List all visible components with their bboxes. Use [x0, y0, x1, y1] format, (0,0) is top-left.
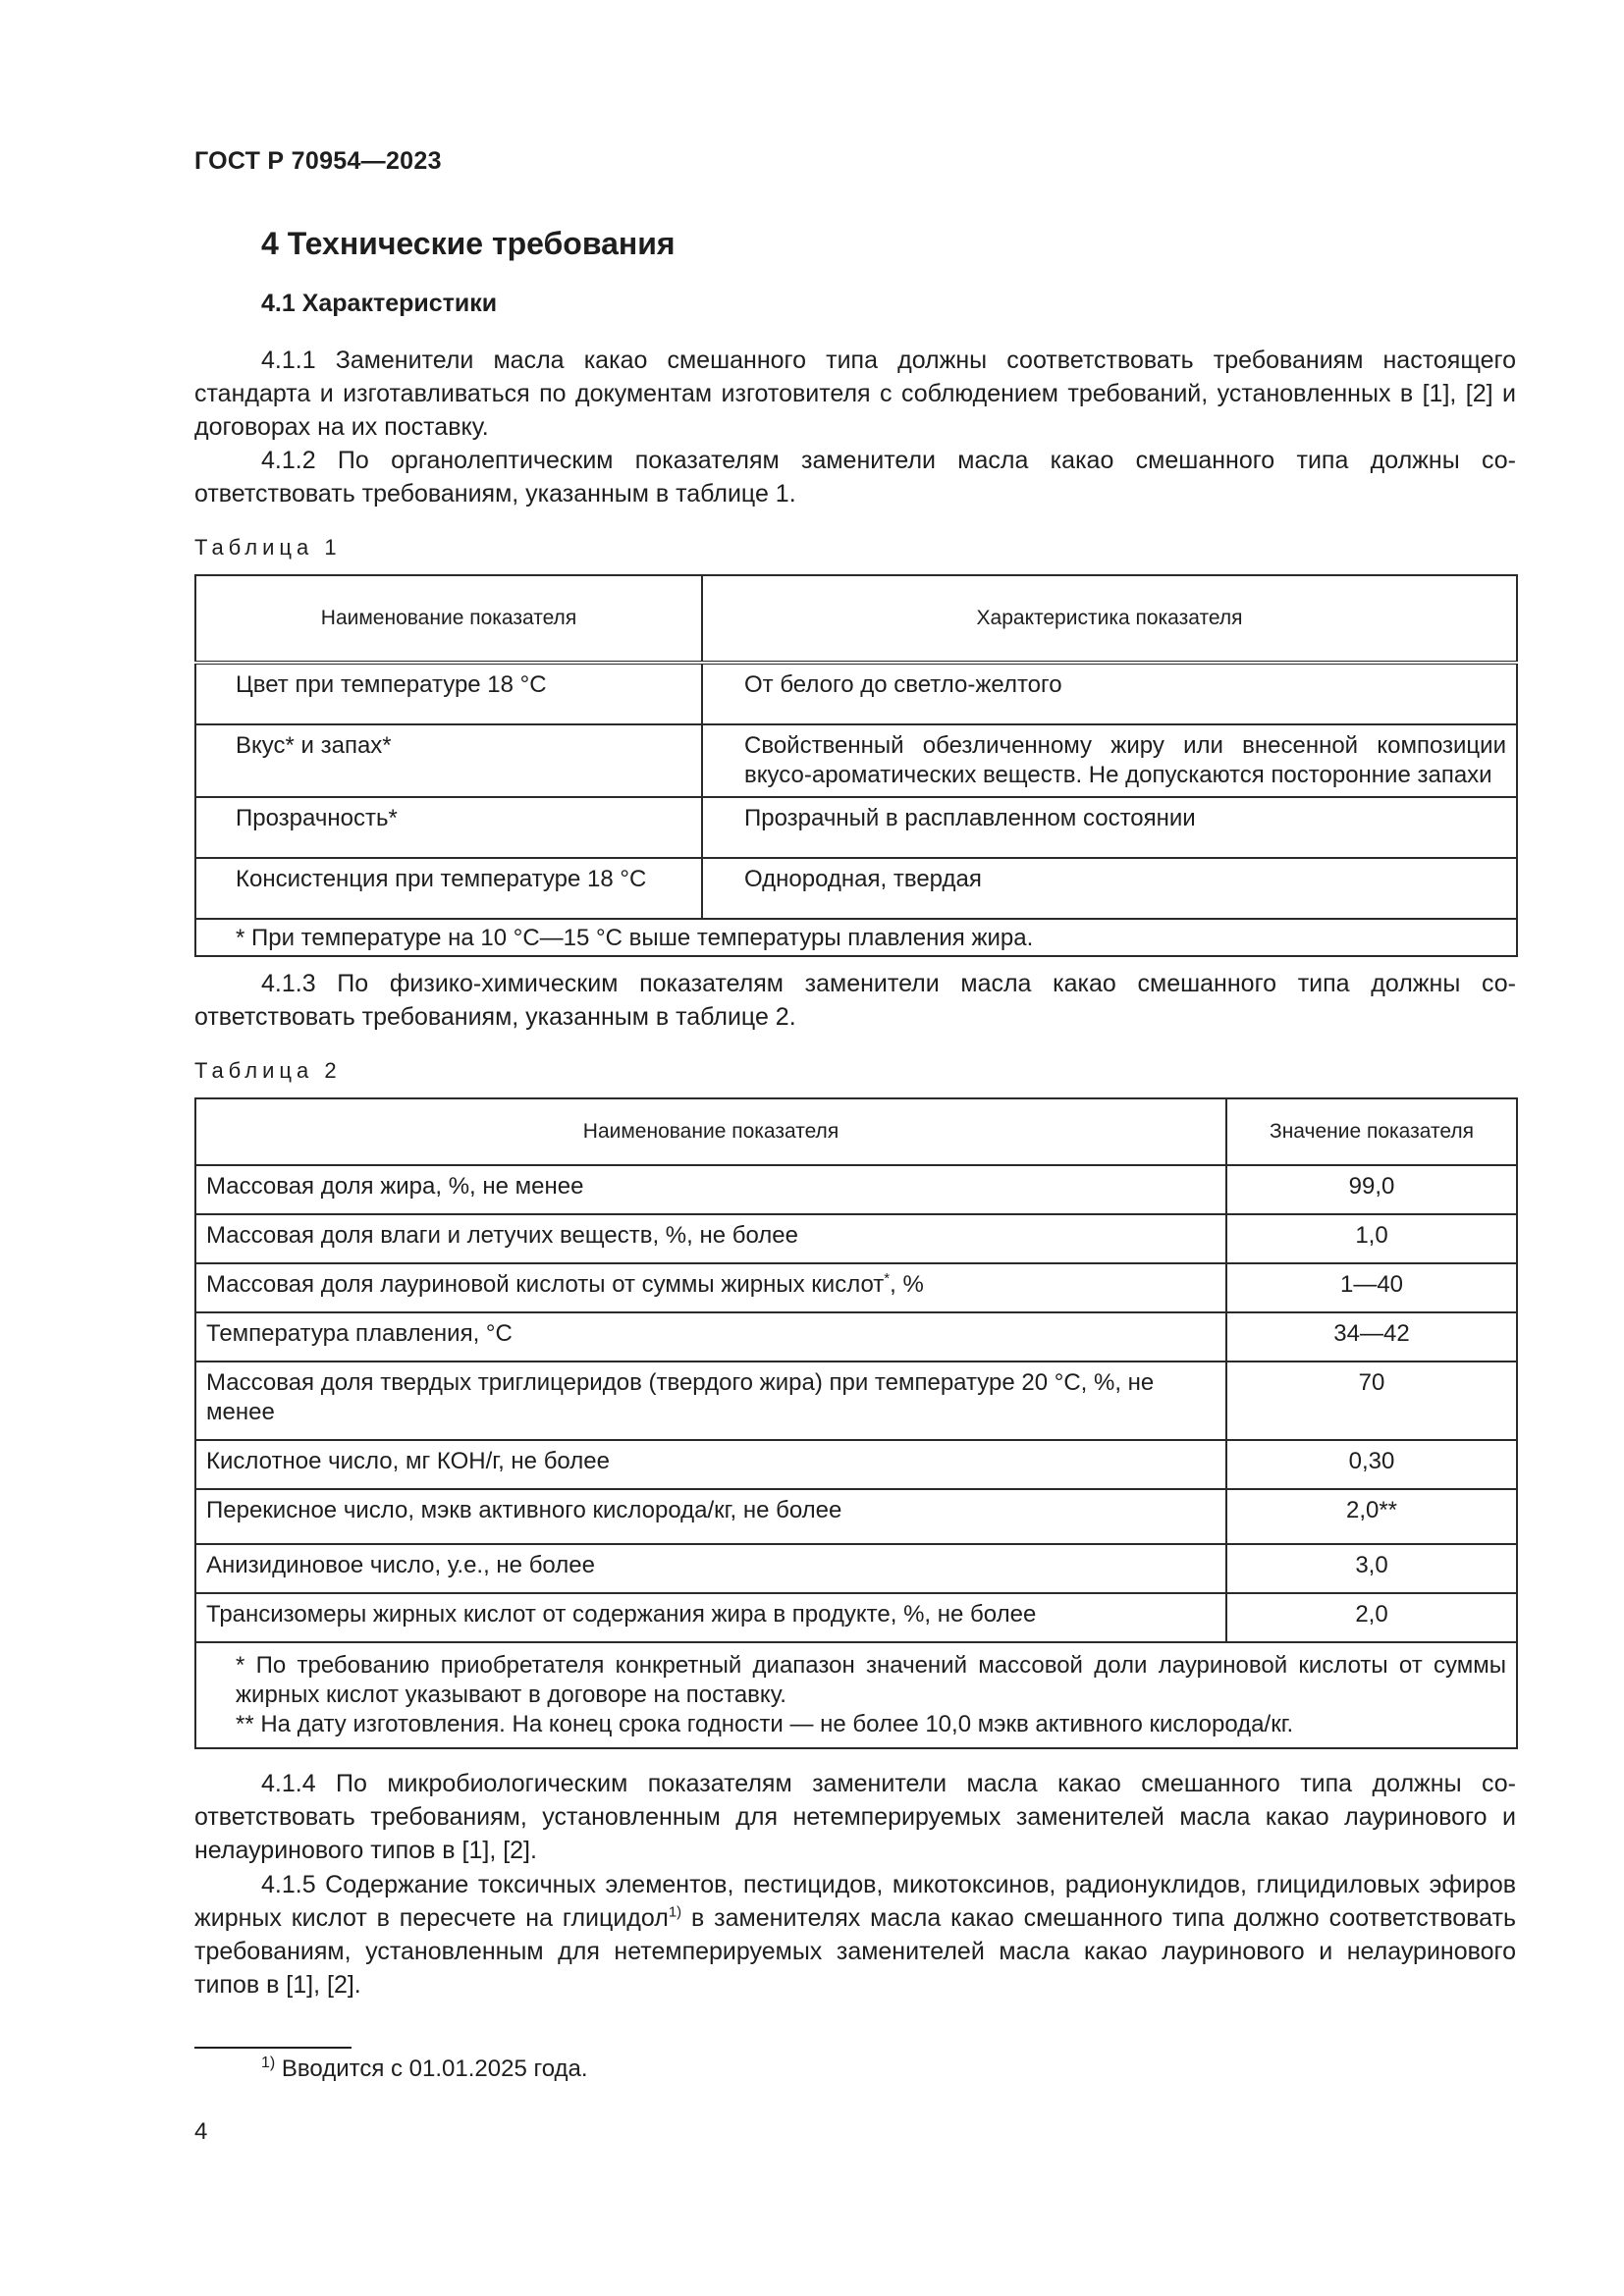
table-row: [195, 1489, 1517, 1544]
cell-text: Массовая доля лауриновой кислоты от суммы жирных кислот: [206, 1271, 885, 1298]
footnote-marker: *: [884, 1270, 891, 1287]
table-row: [195, 1440, 1517, 1489]
table-cell: Массовая доля твердых триглицеридов (твердого жира) при температуре 20 °С, %, не менее: [195, 1362, 1226, 1440]
table-row: [195, 1263, 1517, 1312]
table-cell: 1,0: [1226, 1214, 1517, 1263]
cell-text: , %: [890, 1271, 924, 1298]
table-row: [195, 1214, 1517, 1263]
table-cell: Однородная, твердая: [702, 858, 1517, 919]
table-2-header-value: Значение показателя: [1226, 1098, 1517, 1165]
paragraph-4-1-3: 4.1.3 По физико-химическим показателям заменители масла какао смешанного типа должны соответствовать требованиям, указанным в таблице 2.: [194, 970, 1516, 1031]
table-2-note-1: * По требованию приобретателя конкретный диапазон значений массовой доли лауриновой кислоты от суммы жирных кислот указывают в договоре на поставку.: [236, 1652, 1506, 1708]
table-cell: Прозрачный в расплавленном состоянии: [702, 797, 1517, 858]
table-cell: 3,0: [1226, 1544, 1517, 1593]
table-row: [195, 797, 1517, 858]
table-cell: Прозрачность*: [195, 797, 702, 858]
table-2-caption: Таблица 2: [194, 1058, 342, 1083]
footnote-marker: 1): [261, 2055, 276, 2071]
table-2: [194, 1097, 1518, 1749]
table-1-header-characteristic: Характеристика показателя: [702, 575, 1517, 663]
table-1-header-name: Наименование показателя: [195, 575, 702, 663]
table-row: [195, 1362, 1517, 1440]
table-1: [194, 574, 1518, 957]
table-row: [195, 1544, 1517, 1593]
table-cell: 99,0: [1226, 1165, 1517, 1214]
page-number: 4: [194, 2118, 208, 2145]
table-cell: 2,0**: [1226, 1489, 1517, 1544]
section-title: 4 Технические требования: [261, 226, 676, 261]
table-cell: Анизидиновое число, у.е., не более: [195, 1544, 1226, 1593]
document-code: ГОСТ Р 70954—2023: [194, 147, 442, 175]
table-cell: Свойственный обезличенному жиру или внесенной композиции вкусо-ароматических веществ. Не допускаются посторонние запахи: [702, 724, 1517, 797]
table-cell: Кислотное число, мг КОН/г, не более: [195, 1440, 1226, 1489]
paragraph-4-1-4: 4.1.4 По микробиологическим показателям заменители масла какао смешанного типа должны соответствовать требованиям, установленным для нетемперируемых заменителей масла какао лауринового и нелауринового типов в [1], [2].: [194, 1770, 1516, 1864]
table-cell: Трансизомеры жирных кислот от содержания жира в продукте, %, не более: [195, 1593, 1226, 1642]
table-cell: Массовая доля влаги и летучих веществ, %, не более: [195, 1214, 1226, 1263]
table-2-header-name: Наименование показателя: [195, 1098, 1226, 1165]
paragraph-4-1-1: 4.1.1 Заменители масла какао смешанного типа должны соответствовать требованиям настоящего стандарта и изготавливаться по документам изготовителя с соблюдением требований, установленных в [1], [2] и договорах на их поставку.: [194, 347, 1516, 441]
footnote-marker: 1): [668, 1903, 682, 1921]
table-cell: 2,0: [1226, 1593, 1517, 1642]
paragraph-4-1-5: [194, 1868, 1516, 2002]
table-row: [195, 858, 1517, 919]
footnote-text: Вводится с 01.01.2025 года.: [275, 2056, 588, 2082]
table-cell: Температура плавления, °С: [195, 1312, 1226, 1362]
table-cell: Массовая доля жира, %, не менее: [195, 1165, 1226, 1214]
table-cell: 70: [1226, 1362, 1517, 1440]
subsection-title: 4.1 Характеристики: [261, 290, 498, 317]
paragraph-4-1-2: 4.1.2 По органолептическим показателям заменители масла какао смешанного типа должны соответствовать требованиям, указанным в таблице 1.: [194, 447, 1516, 507]
table-cell: [195, 1263, 1226, 1312]
table-cell: 0,30: [1226, 1440, 1517, 1489]
table-cell: Цвет при температуре 18 °С: [195, 663, 702, 724]
table-row: [195, 724, 1517, 797]
table-row: [195, 1312, 1517, 1362]
table-1-caption: Таблица 1: [194, 535, 342, 560]
table-cell: Консистенция при температуре 18 °С: [195, 858, 702, 919]
table-1-note: * При температуре на 10 °С—15 °С выше температуры плавления жира.: [195, 919, 1517, 956]
table-row: [195, 663, 1517, 724]
paragraph-text: в заменителях масла какао смешанного типа должно соответствовать требованиям, установленным для нетемперируемых заменителей масла какао лауринового и нелауринового типов в [1], [2].: [194, 1904, 1516, 1999]
table-2-notes: [195, 1642, 1517, 1748]
table-row: [195, 1165, 1517, 1214]
table-2-note-2: ** На дату изготовления. На конец срока годности — не более 10,0 мэкв активного кислорода/кг.: [236, 1711, 1294, 1737]
table-cell: 34—42: [1226, 1312, 1517, 1362]
table-cell: 1—40: [1226, 1263, 1517, 1312]
table-cell: От белого до светло-желтого: [702, 663, 1517, 724]
paragraph-text: 4.1.5 Содержание токсичных элементов, пестицидов, микотоксинов, радионуклидов, глицидиловых эфиров жирных кислот в пересчете на глицидол: [194, 1871, 1516, 1932]
footnote-divider: [194, 2047, 352, 2049]
table-row: [195, 1593, 1517, 1642]
footnote: [261, 2056, 588, 2083]
table-cell: Перекисное число, мэкв активного кислорода/кг, не более: [195, 1489, 1226, 1544]
table-cell: Вкус* и запах*: [195, 724, 702, 797]
